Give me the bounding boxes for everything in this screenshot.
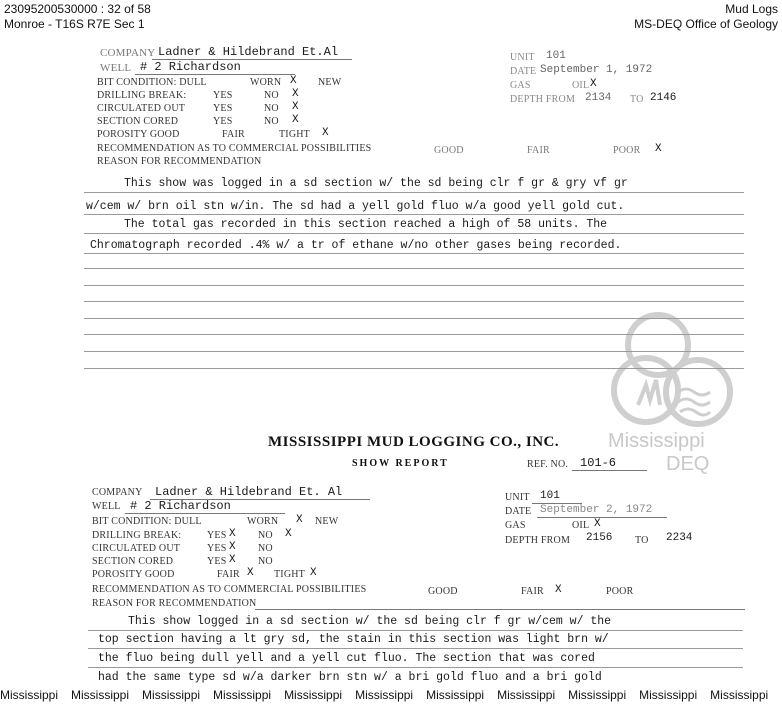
reason-label: REASON FOR RECOMMENDATION bbox=[92, 598, 257, 609]
poor-label: POOR bbox=[613, 145, 641, 156]
no-mark: X bbox=[285, 528, 292, 540]
company-value: Ladner & Hildebrand Et. Al bbox=[155, 485, 343, 499]
gas-label: GAS bbox=[510, 80, 531, 91]
unit-value: 101 bbox=[540, 490, 560, 502]
poor-mark: X bbox=[655, 143, 662, 155]
date-label: DATE bbox=[510, 66, 537, 77]
document-type: Mud Logs bbox=[725, 2, 778, 16]
fair-label: FAIR bbox=[222, 129, 245, 140]
no-mark: X bbox=[292, 114, 299, 126]
unit-label: UNIT bbox=[505, 492, 530, 503]
yes-label: YES bbox=[213, 103, 233, 114]
porosity-label: POROSITY GOOD bbox=[92, 569, 175, 580]
narrative-line: This show logged in a sd section w/ the sd being clr f gr w/cem w/ the bbox=[128, 615, 612, 628]
company-heading: MISSISSIPPI MUD LOGGING CO., INC. bbox=[268, 434, 560, 450]
new-label: NEW bbox=[315, 516, 339, 527]
yes-mark: X bbox=[229, 554, 236, 566]
bit-condition-label: BIT CONDITION: DULL bbox=[97, 77, 207, 88]
good-label: GOOD bbox=[434, 145, 464, 156]
no-mark: X bbox=[292, 101, 299, 113]
circulated-out-label: CIRCULATED OUT bbox=[92, 543, 181, 554]
date-value: September 1, 1972 bbox=[540, 64, 653, 76]
porosity-label: POROSITY GOOD bbox=[97, 129, 180, 140]
tight-label: TIGHT bbox=[279, 129, 310, 140]
fair-rec-mark: X bbox=[555, 584, 562, 596]
depth-to-label: TO bbox=[630, 94, 644, 105]
narrative-line: The total gas recorded in this section reached a high of 58 units. The bbox=[124, 218, 608, 231]
no-mark: X bbox=[292, 88, 299, 100]
date-value: September 2, 1972 bbox=[540, 504, 653, 516]
unit-label: UNIT bbox=[510, 52, 535, 63]
no-label: NO bbox=[258, 530, 273, 541]
reason-label: REASON FOR RECOMMENDATION bbox=[97, 156, 262, 167]
narrative-line: had the same type sd w/a darker brn stn w/ a bri gold fluo and a bri gold bbox=[98, 671, 602, 684]
well-label: WELL bbox=[92, 501, 121, 512]
poor-label: POOR bbox=[606, 586, 634, 597]
gas-label: GAS bbox=[505, 520, 526, 531]
footer-item: Mississippi bbox=[71, 688, 130, 702]
footer-item: Mississippi bbox=[142, 688, 201, 702]
yes-mark: X bbox=[229, 528, 236, 540]
footer-item: Mississippi bbox=[0, 688, 59, 702]
depth-to-value: 2234 bbox=[666, 532, 693, 544]
footer-item: Mississippi bbox=[213, 688, 272, 702]
footer-item: Mississippi bbox=[710, 688, 769, 702]
footer-watermark-strip bbox=[0, 688, 782, 705]
narrative-line: Chromatograph recorded .4% w/ a tr of ethane w/no other gases being recorded. bbox=[90, 239, 622, 252]
yes-label: YES bbox=[207, 543, 227, 554]
section-cored-label: SECTION CORED bbox=[92, 556, 174, 567]
well-value: # 2 Richardson bbox=[140, 60, 241, 74]
fair-label: FAIR bbox=[217, 569, 240, 580]
narrative-line: top section having a lt gry sd, the stain in this section was light brn w/ bbox=[98, 633, 609, 646]
drilling-break-label: DRILLING BREAK: bbox=[92, 530, 182, 541]
depth-to-value: 2146 bbox=[650, 92, 677, 104]
deq-logo-icon bbox=[598, 300, 768, 430]
watermark-text-1: Mississippi bbox=[608, 430, 705, 452]
depth-from-value: 2156 bbox=[586, 532, 613, 544]
new-label: NEW bbox=[318, 77, 342, 88]
yes-label: YES bbox=[207, 530, 227, 541]
worn-label: WORN bbox=[247, 516, 279, 527]
no-label: NO bbox=[264, 116, 279, 127]
depth-label: DEPTH FROM bbox=[510, 94, 576, 105]
document-id: 23095200530000 : 32 of 58 bbox=[4, 2, 151, 16]
narrative-line: w/cem w/ brn oil stn w/in. The sd had a yell gold fluo w/a good yell gold cut. bbox=[86, 200, 625, 213]
tight-mark: X bbox=[322, 127, 329, 139]
oil-mark: X bbox=[590, 78, 597, 90]
company-value: Ladner & Hildebrand Et.Al bbox=[158, 45, 339, 59]
unit-value: 101 bbox=[546, 50, 566, 62]
tight-mark: X bbox=[310, 567, 317, 579]
footer-item: Mississippi bbox=[568, 688, 627, 702]
report-heading: SHOW REPORT bbox=[352, 458, 449, 469]
no-label: NO bbox=[264, 90, 279, 101]
oil-label: OIL bbox=[572, 80, 590, 91]
company-label: COMPANY bbox=[92, 487, 143, 498]
fair-rec-label: FAIR bbox=[521, 586, 544, 597]
yes-label: YES bbox=[213, 90, 233, 101]
footer-item: Mississippi bbox=[426, 688, 485, 702]
circulated-out-label: CIRCULATED OUT bbox=[97, 103, 186, 114]
narrative-line: This show was logged in a sd section w/ the sd being clr f gr & gry vf gr bbox=[124, 177, 628, 190]
worn-mark: X bbox=[296, 514, 303, 526]
bit-condition-label: BIT CONDITION: DULL bbox=[92, 516, 202, 527]
depth-from-value: 2134 bbox=[585, 92, 612, 104]
watermark-text-2: DEQ bbox=[666, 453, 710, 475]
oil-label: OIL bbox=[572, 520, 590, 531]
tight-label: TIGHT bbox=[274, 569, 305, 580]
agency-label: MS-DEQ Office of Geology bbox=[634, 17, 778, 31]
no-label: NO bbox=[258, 543, 273, 554]
drilling-break-label: DRILLING BREAK: bbox=[97, 90, 187, 101]
date-label: DATE bbox=[505, 506, 532, 517]
oil-mark: X bbox=[594, 518, 601, 530]
yes-label: YES bbox=[207, 556, 227, 567]
no-label: NO bbox=[264, 103, 279, 114]
depth-label: DEPTH FROM bbox=[505, 535, 571, 546]
footer-item: Mississippi bbox=[639, 688, 698, 702]
footer-item: Mississippi bbox=[497, 688, 556, 702]
narrative-line: the fluo being dull yell and a yell cut fluo. The section that was cored bbox=[98, 652, 595, 665]
company-label: COMPANY bbox=[100, 47, 156, 59]
recommendation-label: RECOMMENDATION AS TO COMMERCIAL POSSIBILITIES bbox=[97, 143, 372, 154]
section-cored-label: SECTION CORED bbox=[97, 116, 179, 127]
location-label: Monroe - T16S R7E Sec 1 bbox=[4, 17, 145, 31]
ref-value: 101-6 bbox=[580, 456, 617, 470]
yes-mark: X bbox=[229, 541, 236, 553]
well-label: WELL bbox=[100, 62, 132, 74]
worn-mark: X bbox=[290, 75, 297, 87]
ref-label: REF. NO. bbox=[527, 459, 569, 470]
recommendation-label: RECOMMENDATION AS TO COMMERCIAL POSSIBILITIES bbox=[92, 584, 367, 595]
footer-item: Mississippi bbox=[284, 688, 343, 702]
yes-label: YES bbox=[213, 116, 233, 127]
footer-item: Mississippi bbox=[355, 688, 414, 702]
well-value: # 2 Richardson bbox=[130, 499, 231, 513]
depth-to-label: TO bbox=[635, 535, 649, 546]
fair-rec-label: FAIR bbox=[527, 145, 550, 156]
good-label: GOOD bbox=[428, 586, 458, 597]
fair-mark: X bbox=[247, 567, 254, 579]
mississippi-deq-watermark bbox=[598, 300, 768, 480]
no-label: NO bbox=[258, 556, 273, 567]
worn-label: WORN bbox=[250, 77, 282, 88]
